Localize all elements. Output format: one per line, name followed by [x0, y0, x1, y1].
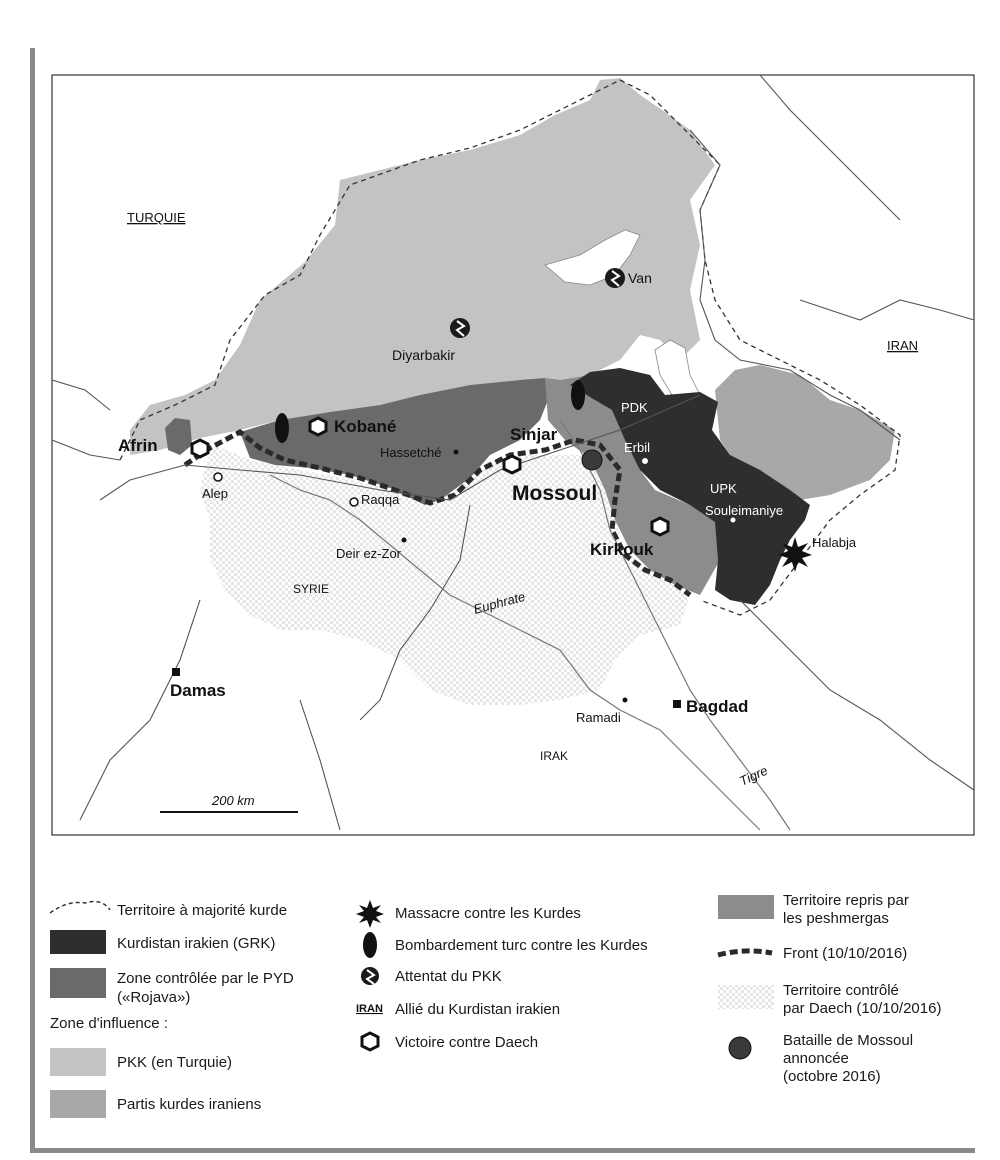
- bombing-icon: [571, 380, 585, 410]
- legend-daech-line1: Territoire contrôlé: [783, 982, 899, 999]
- legend-battle-line2: annoncée: [783, 1050, 849, 1067]
- legend-attack-icon: [361, 967, 379, 985]
- city-dot: [214, 473, 222, 481]
- label-bagdad: Bagdad: [686, 697, 749, 716]
- label-deir-ez-zor: Deir ez-Zor: [336, 546, 402, 561]
- legend-daech-swatch: [718, 985, 774, 1009]
- label-pdk: PDK: [621, 400, 648, 415]
- label-irak: IRAK: [540, 749, 569, 763]
- label-kobane: Kobané: [334, 417, 397, 436]
- legend-retaken-swatch: [718, 895, 774, 919]
- label-syrie: SYRIE: [293, 582, 330, 596]
- legend-battle-line1: Bataille de Mossoul: [783, 1032, 914, 1049]
- capital-square: [172, 668, 180, 676]
- victory-icon: [192, 440, 208, 457]
- label-diyarbakir: Diyarbakir: [392, 347, 456, 363]
- legend-retaken-line1: Territoire repris par: [783, 892, 909, 909]
- label-euphrate: Euphrate: [471, 588, 527, 617]
- map-panel: [52, 75, 974, 835]
- city-dot: [643, 459, 648, 464]
- legend-attack: Attentat du PKK: [395, 968, 502, 985]
- legend-battle-icon: [729, 1037, 751, 1059]
- legend-iranian-parties-swatch: [50, 1090, 106, 1118]
- label-kirkouk: Kirkouk: [590, 540, 654, 559]
- legend-massacre: Massacre contre les Kurdes: [395, 905, 581, 922]
- label-sinjar: Sinjar: [510, 425, 558, 444]
- victory-icon: [310, 418, 326, 435]
- legend-massacre-icon: [356, 900, 384, 928]
- label-iran: IRAN: [887, 338, 919, 353]
- legend-pyd-line2: («Rojava»): [117, 989, 191, 1006]
- legend-pyd-line1: Zone contrôlée par le PYD: [117, 970, 294, 987]
- city-dot: [623, 698, 628, 703]
- city-dot: [402, 538, 407, 543]
- legend: [50, 892, 941, 1118]
- legend-krg-swatch: [50, 930, 106, 954]
- label-turquie: TURQUIE: [127, 210, 186, 225]
- city-dot: [350, 498, 358, 506]
- capital-square: [673, 700, 681, 708]
- legend-retaken-line2: les peshmergas: [783, 910, 889, 927]
- label-ramadi: Ramadi: [576, 710, 621, 725]
- legend-influence-heading: Zone d'influence :: [50, 1015, 168, 1032]
- label-erbil: Erbil: [624, 440, 651, 455]
- scale-label: 200 km: [212, 793, 255, 808]
- label-van: Van: [628, 270, 652, 286]
- legend-pkk: PKK (en Turquie): [117, 1054, 233, 1071]
- legend-ally-tag: IRAN: [356, 1003, 383, 1015]
- label-hassetche: Hassetché: [380, 445, 442, 460]
- label-mossoul: Mossoul: [512, 482, 598, 505]
- legend-krg: Kurdistan irakien (GRK): [117, 935, 276, 952]
- legend-front: Front (10/10/2016): [783, 945, 908, 962]
- label-souleimaniye: Souleimaniye: [705, 503, 784, 518]
- label-raqqa: Raqqa: [361, 492, 400, 507]
- legend-victory: Victoire contre Daech: [395, 1034, 539, 1051]
- legend-daech-line2: par Daech (10/10/2016): [783, 1000, 942, 1017]
- label-afrin: Afrin: [118, 436, 158, 455]
- victory-icon: [652, 518, 668, 535]
- attack-icon: [605, 268, 625, 288]
- legend-bombing: Bombardement turc contre les Kurdes: [395, 937, 648, 954]
- legend-pyd-swatch: [50, 968, 106, 998]
- legend-bombing-icon: [363, 932, 377, 958]
- label-halabja: Halabja: [812, 535, 857, 550]
- label-upk: UPK: [710, 481, 737, 496]
- legend-kurd-territory: Territoire à majorité kurde: [117, 902, 288, 919]
- attack-icon: [450, 318, 470, 338]
- label-damas: Damas: [170, 681, 226, 700]
- label-tigre: Tigre: [736, 762, 771, 789]
- legend-ally: Allié du Kurdistan irakien: [395, 1001, 561, 1018]
- bombing-icon: [275, 413, 289, 443]
- legend-kurd-territory-swatch: [50, 902, 110, 913]
- battle-icon: [582, 450, 602, 470]
- legend-battle-line3: (octobre 2016): [783, 1068, 881, 1085]
- frame-bottom-bar: [30, 1148, 975, 1153]
- city-dot: [731, 518, 736, 523]
- legend-pkk-swatch: [50, 1048, 106, 1076]
- legend-victory-icon: [362, 1033, 378, 1050]
- legend-iranian-parties: Partis kurdes iraniens: [117, 1096, 262, 1113]
- city-dot: [454, 450, 459, 455]
- victory-icon: [504, 456, 520, 473]
- frame-left-bar: [30, 48, 35, 1153]
- label-alep: Alep: [202, 486, 229, 501]
- legend-front-swatch: [718, 951, 772, 955]
